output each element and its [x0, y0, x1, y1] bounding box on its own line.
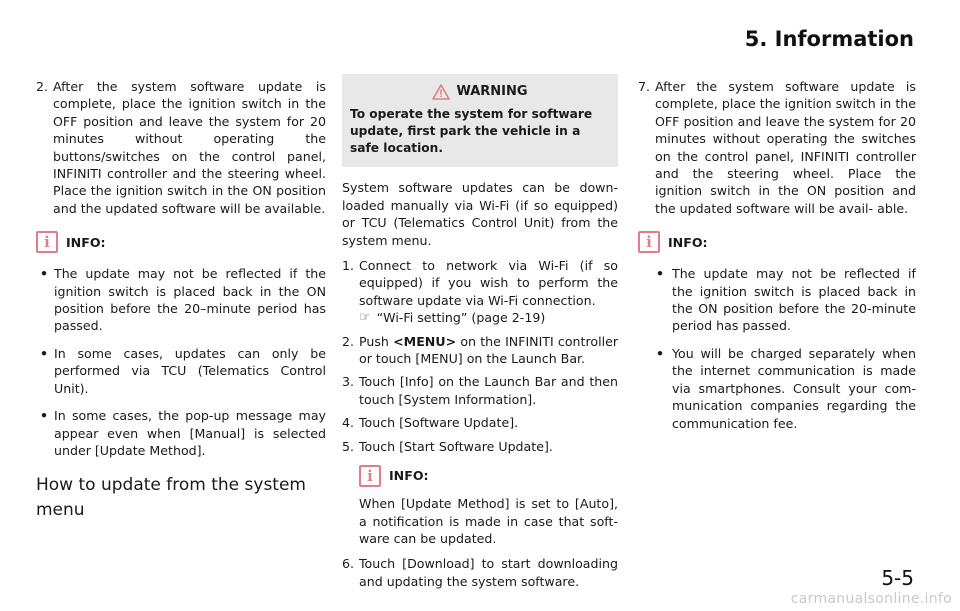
- bullet-text: The update may not be reflected if the ignition switch is placed back in the ON position before the 20–minute period has passed.: [54, 266, 326, 334]
- step-number: 7.: [638, 79, 651, 94]
- section-title: [36, 473, 326, 523]
- step-text: After the system software update is complete, place the ignition switch in the OFF position and leave the system for 20 minutes without operating the switches on the control panel, INFINITI controller and the steering wheel. Place the ignition switch in the ON position and the updated software will be avail- able.: [655, 79, 916, 216]
- warning-triangle-icon: [432, 84, 450, 100]
- bullet-item: • The update may not be reflected if the ignition switch is placed back in the ON position before the 20-minute period has passed.: [656, 266, 916, 334]
- step-4: [342, 414, 618, 431]
- step-number: 4.: [342, 415, 355, 431]
- step-number: 2.: [36, 79, 49, 94]
- column-3: [638, 78, 916, 442]
- info-label: INFO:: [668, 234, 708, 250]
- bullet-item: • The update may not be reflected if the ignition switch is placed back in the ON position before the 20–minute period has passed.: [40, 266, 326, 334]
- step-text: Touch [Download] to start downloading and updating the system software.: [359, 556, 618, 589]
- step-2: [342, 333, 618, 368]
- info-text: When [Update Method] is set to [Auto], a notification is made in case that soft- ware can be updated.: [359, 496, 618, 546]
- warning-text: To operate the system for software update, first park the vehicle in a safe location.: [350, 107, 593, 156]
- step-text-suffix: on the INFINITI controller or touch [MENU] on the Launch Bar.: [359, 333, 618, 367]
- warning-heading: [350, 83, 610, 100]
- bullet-item: • You will be charged separately when the internet communication is made via smartphones. Consult your com- munication companies regarding the communication fee.: [656, 345, 916, 431]
- info-heading: [359, 465, 618, 487]
- info-icon: i: [638, 231, 660, 253]
- info-label: INFO:: [389, 468, 429, 484]
- info-heading: [638, 231, 916, 253]
- watermark: carmanualsonline.info: [790, 591, 952, 607]
- page-reference[interactable]: [359, 309, 618, 326]
- intro-paragraph: System software updates can be down- loaded manually via Wi-Fi (if so equipped) or TCU (Telematics Control Unit) from the system menu.: [342, 180, 618, 248]
- reference-pointer-icon: ☞: [359, 310, 371, 326]
- section-title-line-1: How to update from the system: [36, 475, 306, 496]
- step-number: 5.: [342, 438, 355, 454]
- menu-key-label: <MENU>: [393, 333, 457, 349]
- step-1: [342, 257, 618, 327]
- step-number: 2.: [342, 333, 355, 349]
- step-text: Touch [Info] on the Launch Bar and then touch [System Information].: [359, 374, 618, 407]
- step-text: Touch [Software Update].: [359, 415, 519, 431]
- page-number: 5-5: [881, 566, 914, 590]
- column-1: [36, 78, 326, 523]
- info-icon: i: [36, 231, 58, 253]
- column-2: [342, 78, 618, 596]
- step-3: [342, 373, 618, 408]
- warning-box: [342, 74, 618, 167]
- step-number: 3.: [342, 374, 355, 390]
- info-icon: i: [359, 465, 381, 487]
- chapter-header: 5. Information: [744, 27, 914, 51]
- step-6: [342, 555, 618, 590]
- bullet-item: • In some cases, updates can only be performed via TCU (Telematics Control Unit).: [40, 345, 326, 396]
- bullet-item: • In some cases, the pop-up message may appear even when [Manual] is selected under [Update Method].: [40, 408, 326, 458]
- step-text: After the system software update is complete, place the ignition switch in the OFF position and leave the system for 20 minutes without operating the buttons/switches on the control panel, INFINITI controller and the steering wheel. Place the ignition switch in the ON position and the updated software will be available.: [53, 79, 326, 216]
- info-heading: [36, 231, 326, 253]
- bullet-text: You will be charged separately when the internet communication is made via smartphones. Consult your com- munication companies regarding the communication fee.: [672, 345, 916, 431]
- section-title-line-2: menu: [36, 500, 85, 521]
- info-block: [342, 465, 618, 547]
- step-5: [342, 438, 618, 455]
- bullet-text: In some cases, updates can only be performed via TCU (Telematics Control Unit).: [54, 345, 326, 396]
- step-2: [36, 78, 326, 217]
- step-7: [638, 78, 916, 217]
- step-text: Touch [Start Software Update].: [359, 438, 553, 454]
- step-number: 1.: [342, 258, 355, 274]
- step-text: Connect to network via Wi-Fi (if so equipped) if you wish to perform the software update via Wi-Fi connection.: [359, 258, 618, 308]
- warning-label: WARNING: [456, 84, 528, 99]
- step-text-prefix: Push: [359, 333, 394, 349]
- step-number: 6.: [342, 556, 355, 572]
- bullet-text: In some cases, the pop-up message may appear even when [Manual] is selected under [Update Method].: [54, 408, 326, 458]
- reference-text: “Wi-Fi setting” (page 2-19): [376, 310, 546, 326]
- bullet-text: The update may not be reflected if the ignition switch is placed back in the ON position before the 20-minute period has passed.: [672, 266, 916, 334]
- info-label: INFO:: [66, 234, 106, 250]
